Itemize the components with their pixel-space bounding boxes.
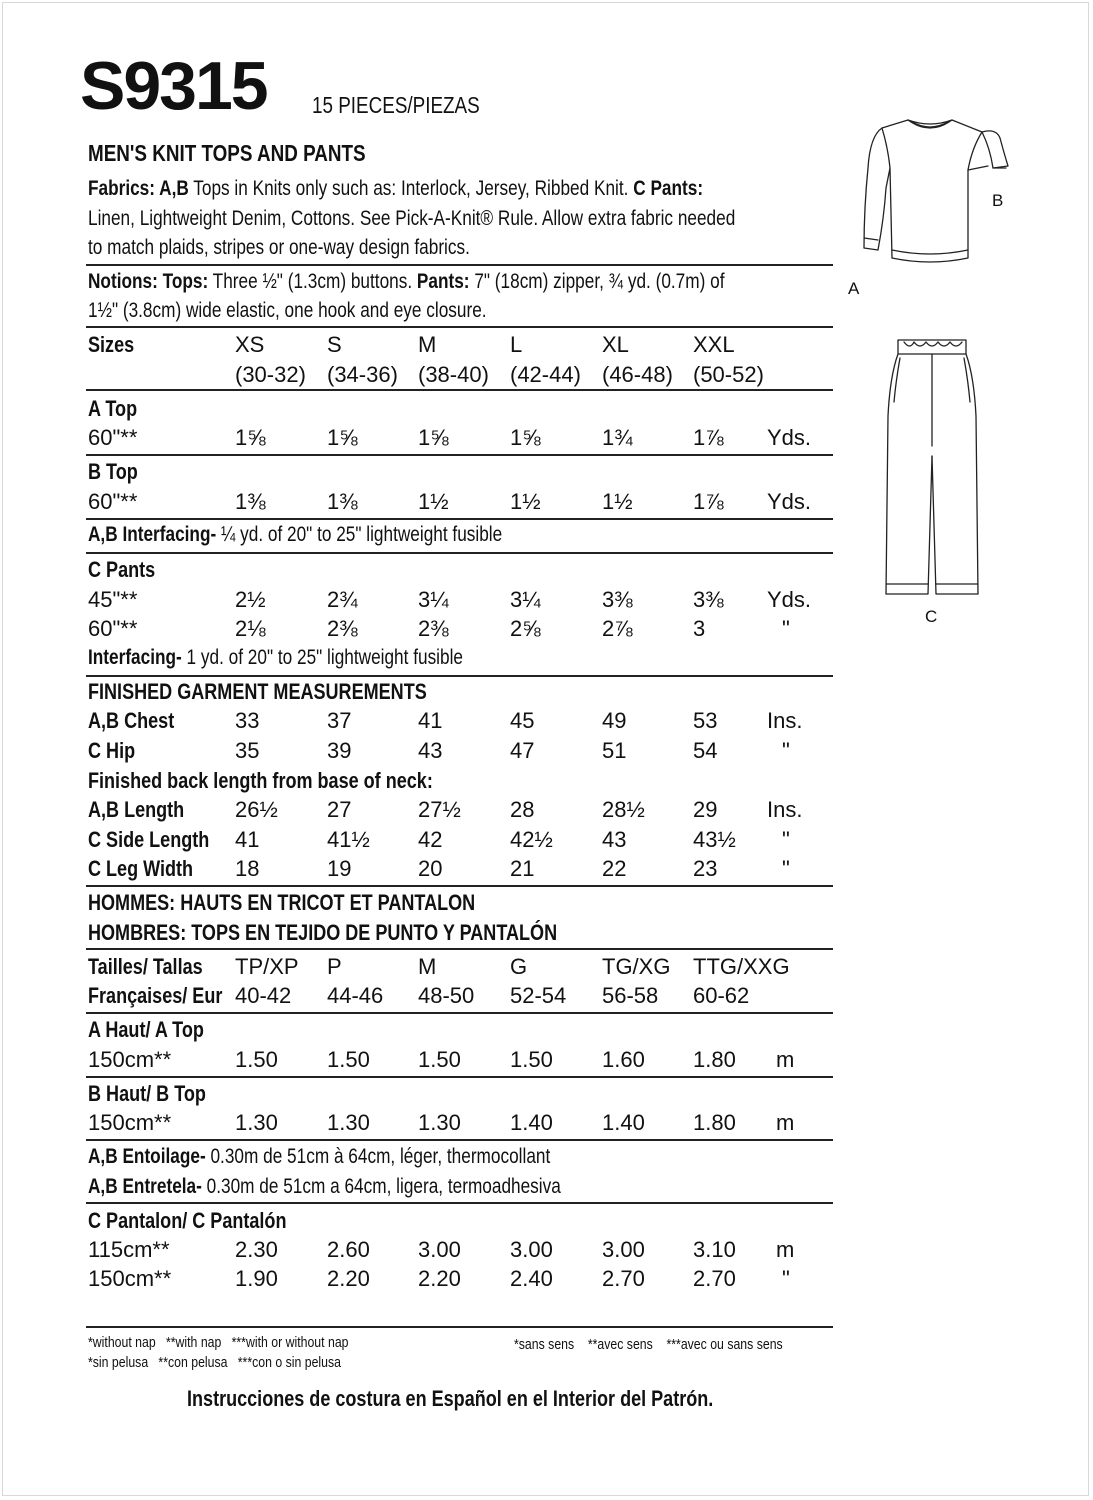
meters-value: 2.40 [510, 1266, 553, 1291]
divider [86, 885, 833, 887]
ab-entoilage: A,B Entoilage- 0.30m de 51cm à 64cm, léger, thermocollant [88, 1145, 551, 1168]
intl-sizes-label: Tailles/ Tallas [88, 954, 203, 979]
measurement-value: 21 [510, 856, 535, 881]
fabric-width: 150cm** [88, 1110, 172, 1135]
unit-label: m [776, 1110, 795, 1135]
b-haut-title-row [0, 1079, 1093, 1109]
size-name: M [418, 332, 437, 357]
footnote-french: *sans sens **avec sens ***avec ou sans sens [514, 1336, 783, 1353]
divider [86, 264, 833, 266]
measurement-value: 45 [510, 708, 535, 733]
measurement-value: 41 [418, 708, 443, 733]
size-name: XL [602, 332, 629, 357]
size-name: G [510, 954, 528, 979]
french-title-row [0, 888, 1093, 918]
measurement-value: 42½ [510, 827, 553, 852]
finished-measurements-title: FINISHED GARMENT MEASUREMENTS [88, 679, 427, 704]
meters-value: 1.50 [510, 1047, 553, 1072]
measurement-label: A,B Chest [88, 708, 175, 733]
measurement-value: 43½ [693, 827, 736, 852]
back-length-heading: Finished back length from base of neck: [88, 768, 433, 793]
pattern-code: S9315 [80, 48, 267, 124]
footnote-spanish: *sin pelusa **con pelusa ***con o sin pelusa [88, 1354, 342, 1371]
b-haut-row [0, 1108, 1093, 1138]
measurement-value: 47 [510, 738, 535, 763]
divider [86, 389, 833, 391]
b-top-title: B Top [88, 459, 138, 484]
yardage-value: 2⅜ [327, 616, 358, 641]
size-range: 60-62 [693, 983, 750, 1008]
size-name: XXL [693, 332, 735, 357]
pants-illustration [880, 336, 990, 604]
fabrics-line-2: Linen, Lightweight Denim, Cottons. See Pick-A-Knit® Rule. Allow extra fabric needed [88, 207, 736, 230]
measurement-value: 29 [693, 797, 718, 822]
measurement-label: C Side Length [88, 827, 210, 852]
notions-line-1: Notions: Tops: Three ½" (1.3cm) buttons. Pants: 7" (18cm) zipper, ¾ yd. (0.7m) of [88, 270, 725, 293]
measurement-value: 53 [693, 708, 718, 733]
figure-label-c: C [925, 607, 938, 626]
figure-label-a: A [848, 279, 860, 298]
yardage-value: 1½ [510, 489, 541, 514]
yardage-value: 3⅜ [602, 587, 633, 612]
c-pantalon-title-row [0, 1206, 1093, 1236]
fabrics-line-1: Fabrics: A,B Tops in Knits only such as: Interlock, Jersey, Ribbed Knit. C Pants: [88, 177, 704, 200]
measurement-value: 35 [235, 738, 260, 763]
measurement-label: A,B Length [88, 797, 185, 822]
measurement-value: 27½ [418, 797, 461, 822]
measurement-row [0, 795, 1093, 825]
meters-value: 1.50 [418, 1047, 461, 1072]
size-name: XS [235, 332, 265, 357]
french-title: HOMMES: HAUTS EN TRICOT ET PANTALON [88, 890, 476, 915]
size-range: (34-36) [327, 362, 398, 387]
size-name: L [510, 332, 523, 357]
divider [86, 1326, 833, 1328]
measurement-value: 41½ [327, 827, 370, 852]
fabric-width: 60"** [88, 616, 138, 641]
c-pants-interfacing: Interfacing- 1 yd. of 20" to 25" lightweight fusible [88, 646, 463, 669]
measurement-label: C Leg Width [88, 856, 194, 881]
unit-label: m [776, 1047, 795, 1072]
spanish-instructions-note: Instrucciones de costura en Español en el Interior del Patrón. [187, 1386, 714, 1411]
size-name: S [327, 332, 342, 357]
size-range: (50-52) [693, 362, 764, 387]
notions-line-2: 1½" (3.8cm) wide elastic, one hook and eye closure. [88, 299, 487, 322]
unit-label: Ins. [767, 797, 803, 822]
measurement-value: 22 [602, 856, 627, 881]
a-top-title: A Top [88, 396, 138, 421]
intl-sizes-row [0, 952, 1093, 982]
yardage-value: 2⅛ [235, 616, 266, 641]
size-range: (46-48) [602, 362, 673, 387]
size-range: 48-50 [418, 983, 475, 1008]
a-haut-row [0, 1045, 1093, 1075]
divider [86, 1202, 833, 1204]
a-haut-title: A Haut/ A Top [88, 1017, 204, 1042]
meters-value: 1.30 [235, 1110, 278, 1135]
meters-value: 1.80 [693, 1110, 736, 1135]
pieces-count: 15 PIECES/PIEZAS [312, 92, 480, 118]
meters-value: 3.10 [693, 1237, 736, 1262]
yardage-value: 1⅝ [510, 425, 541, 450]
meters-value: 1.40 [510, 1110, 553, 1135]
yardage-value: 2⅝ [510, 616, 541, 641]
meters-value: 1.90 [235, 1266, 278, 1291]
measurement-row [0, 706, 1093, 736]
size-name: TTG/XXG [693, 954, 790, 979]
spanish-title: HOMBRES: TOPS EN TEJIDO DE PUNTO Y PANTALÓN [88, 920, 558, 945]
unit-label: m [776, 1237, 795, 1262]
meters-value: 1.50 [327, 1047, 370, 1072]
unit-label: Yds. [767, 587, 812, 612]
fabric-width: 45"** [88, 587, 138, 612]
yardage-value: 1⅞ [693, 425, 724, 450]
measurement-value: 20 [418, 856, 443, 881]
yardage-value: 3¼ [418, 587, 449, 612]
yardage-value: 1⅝ [235, 425, 266, 450]
measurement-value: 18 [235, 856, 260, 881]
meters-value: 1.40 [602, 1110, 645, 1135]
unit-label: Ins. [767, 708, 803, 733]
size-range: (30-32) [235, 362, 306, 387]
unit-label: Yds. [767, 489, 812, 514]
meters-value: 2.20 [327, 1266, 370, 1291]
divider [86, 326, 833, 328]
yardage-value: 1⅜ [327, 489, 358, 514]
size-name: P [327, 954, 342, 979]
size-range: 40-42 [235, 983, 292, 1008]
fabric-width: 60"** [88, 489, 138, 514]
measurement-value: 51 [602, 738, 627, 763]
yardage-value: 2⅜ [418, 616, 449, 641]
yardage-value: 1⅜ [235, 489, 266, 514]
measurement-value: 26½ [235, 797, 278, 822]
spanish-title-row [0, 918, 1093, 948]
yardage-value: 1¾ [602, 425, 633, 450]
unit-label: " [782, 1266, 790, 1291]
divider [86, 948, 833, 950]
meters-value: 1.30 [418, 1110, 461, 1135]
measurement-value: 54 [693, 738, 718, 763]
meters-value: 1.50 [235, 1047, 278, 1072]
size-range: (42-44) [510, 362, 581, 387]
size-name: M [418, 954, 437, 979]
yardage-value: 3 [693, 616, 706, 641]
meters-value: 1.80 [693, 1047, 736, 1072]
size-range: (38-40) [418, 362, 489, 387]
yardage-value: 3¼ [510, 587, 541, 612]
size-range: 56-58 [602, 983, 659, 1008]
yardage-value: 1⅝ [327, 425, 358, 450]
yardage-value: 3⅜ [693, 587, 724, 612]
unit-label: " [782, 616, 790, 641]
eur-sizes-row [0, 981, 1093, 1011]
measurement-value: 27 [327, 797, 352, 822]
divider [86, 1076, 833, 1078]
size-name: TP/XP [235, 954, 299, 979]
meters-value: 1.30 [327, 1110, 370, 1135]
measurement-value: 39 [327, 738, 352, 763]
meters-value: 3.00 [510, 1237, 553, 1262]
fabric-width: 115cm** [88, 1237, 170, 1262]
divider [86, 552, 833, 554]
divider [86, 1139, 833, 1141]
size-range: 44-46 [327, 983, 384, 1008]
measurement-value: 49 [602, 708, 627, 733]
meters-value: 2.70 [693, 1266, 736, 1291]
ab-interfacing: A,B Interfacing- ¼ yd. of 20" to 25" lightweight fusible [88, 523, 503, 546]
c-pants-title: C Pants [88, 557, 156, 582]
measurement-value: 43 [418, 738, 443, 763]
measurement-value: 19 [327, 856, 352, 881]
c-pantalon-title: C Pantalon/ C Pantalón [88, 1208, 287, 1233]
eur-sizes-label: Françaises/ Eur [88, 983, 223, 1008]
measurement-row [0, 736, 1093, 766]
measurement-label: C Hip [88, 738, 136, 763]
meters-value: 3.00 [602, 1237, 645, 1262]
back-length-row [0, 766, 1093, 796]
yardage-value: 2⅞ [602, 616, 633, 641]
meters-value: 2.30 [235, 1237, 278, 1262]
measurement-value: 28 [510, 797, 535, 822]
measurement-value: 33 [235, 708, 260, 733]
a-haut-title-row [0, 1015, 1093, 1045]
measurement-value: 43 [602, 827, 627, 852]
measurement-value: 41 [235, 827, 260, 852]
size-name: TG/XG [602, 954, 671, 979]
figure-label-b: B [992, 191, 1004, 210]
yardage-value: 1½ [418, 489, 449, 514]
divider [86, 1012, 833, 1014]
fabric-width: 60"** [88, 425, 138, 450]
measurement-value: 23 [693, 856, 718, 881]
meters-value: 2.20 [418, 1266, 461, 1291]
meters-value: 2.70 [602, 1266, 645, 1291]
pattern-title: MEN'S KNIT TOPS AND PANTS [88, 140, 366, 166]
c-pantalon-row [0, 1235, 1093, 1265]
measurement-value: 28½ [602, 797, 645, 822]
sizes-row: Sizes XS S M L XL XXL [0, 330, 1093, 360]
footnote-english: *without nap **with nap ***with or without nap [88, 1334, 349, 1351]
size-range: 52-54 [510, 983, 567, 1008]
measurement-value: 37 [327, 708, 352, 733]
divider [86, 454, 833, 456]
measurement-row [0, 825, 1093, 855]
yardage-value: 2½ [235, 587, 266, 612]
meters-value: 3.00 [418, 1237, 461, 1262]
measurement-row [0, 854, 1093, 884]
yardage-value: 1⅝ [418, 425, 449, 450]
meters-value: 2.60 [327, 1237, 370, 1262]
unit-label: " [782, 738, 790, 763]
fabric-width: 150cm** [88, 1266, 172, 1291]
yardage-value: 1⅞ [693, 489, 724, 514]
b-haut-title: B Haut/ B Top [88, 1081, 206, 1106]
meters-value: 1.60 [602, 1047, 645, 1072]
c-pantalon-row [0, 1264, 1093, 1294]
ab-entretela: A,B Entretela- 0.30m de 51cm a 64cm, ligera, termoadhesiva [88, 1175, 561, 1198]
yardage-value: 2¾ [327, 587, 358, 612]
measurement-value: 42 [418, 827, 443, 852]
fabrics-line-3: to match plaids, stripes or one-way design fabrics. [88, 236, 470, 259]
fabric-width: 150cm** [88, 1047, 172, 1072]
unit-label: " [782, 827, 790, 852]
finished-title-row [0, 677, 1093, 707]
unit-label: " [782, 856, 790, 881]
unit-label: Yds. [767, 425, 812, 450]
yardage-value: 1½ [602, 489, 633, 514]
